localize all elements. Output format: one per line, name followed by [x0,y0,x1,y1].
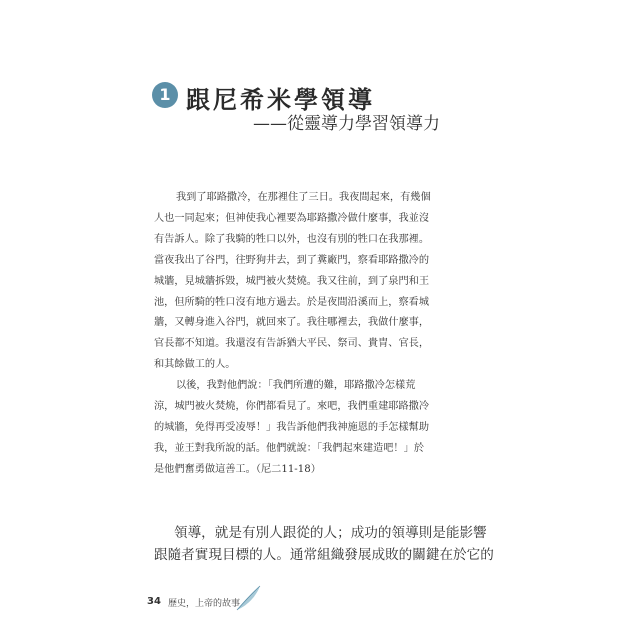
quote-line: 官長都不知道。我還沒有告訴猶大平民、祭司、貴胄、官長， [154,338,430,350]
quote-line: 涼，城門被火焚燒，你們都看見了。來吧，我們重建耶路撒冷 [154,401,430,413]
body-line: 領導，就是有別人跟從的人；成功的領導則是能影響 [174,525,487,541]
quote-line: 池，但所騎的牲口沒有地方過去。於是夜間沿溪而上，察看城 [154,296,430,308]
chapter-title: 跟尼希米學領導 [186,85,375,114]
quote-line: 的城牆，免得再受凌辱！」我告訴他們我神施恩的手怎樣幫助 [154,421,430,433]
body-paragraph [154,523,494,566]
quote-line: 當夜我出了谷門，往野狗井去，到了糞廠門，察看耶路撒冷的 [154,254,430,266]
quote-line: 城牆，見城牆拆毀，城門被火焚燒。我又往前，到了泉門和王 [154,275,430,287]
quote-line: 我到了耶路撒冷，在那裡住了三日。我夜間起來，有幾個 [176,192,431,203]
chapter-subtitle: ——從靈導力學習領導力 [253,114,440,134]
quote-line: 以後，我對他們說：「我們所遭的難，耶路撒冷怎樣荒 [176,380,416,392]
quote-line: 我，並王對我所說的話。他們就說：「我們起來建造吧！」於 [154,442,424,454]
quote-line: 牆，又轉身進入谷門，就回來了。我往哪裡去，我做什麼事， [154,317,430,329]
quote-line: 和其餘做工的人。 [154,359,236,371]
scripture-quote [154,188,494,481]
chapter-number-badge: 1 [152,82,178,108]
running-title: 歷史，上帝的故事 [168,599,241,609]
quote-line: 有告訴人。除了我騎的牲口以外，也沒有別的牲口在我那裡。 [154,233,430,245]
page-number: 34 [147,596,161,607]
feather-icon [233,584,263,612]
quote-line: 是他們奮勇做這善工。（尼二11-18） [154,463,321,475]
quote-line: 人也一同起來；但神使我心裡要為耶路撒冷做什麼事，我並沒 [154,212,430,224]
body-line: 跟隨者實現目標的人。通常組織發展成敗的關鍵在於它的 [154,546,494,563]
